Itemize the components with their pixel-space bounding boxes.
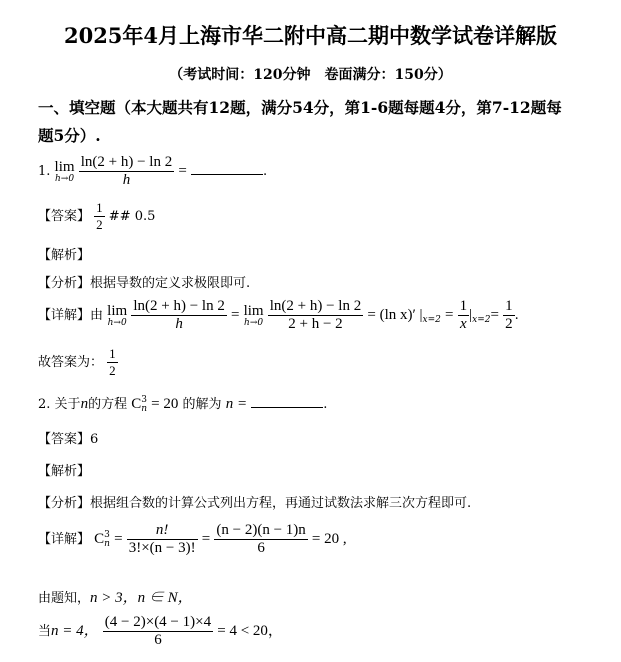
q2-answer: 【答案】6 (38, 432, 99, 447)
q1-fenxi: 【分析】根据导数的定义求极限即可. (38, 276, 251, 291)
answer-tag: 【答案】 (38, 209, 91, 224)
answer-fraction: $\frac{1}{2}$ (96, 200, 103, 232)
section-header-line2: 题5分）. (38, 126, 101, 145)
q1-analysis-tag: 【解析】 (38, 248, 91, 263)
q2-analysis-tag: 【解析】 (38, 464, 91, 479)
q1-answer: 【答案】 $\frac{1}{2}$ ## 0.5 (38, 200, 156, 232)
question-2: 2. 关于n的方程 C 3 n = 20 的解为 n = . (38, 393, 327, 413)
answer-blank (251, 393, 323, 408)
q2-case: 当n = 4， $\frac{(4 - 2)\times(4 - 1)\times 4}{6}$ = 4 < 20， (38, 614, 283, 648)
question-number: 1. (38, 164, 51, 179)
limit-operator: lim h→0 (54, 158, 75, 184)
q1-conclusion: 故答案为： $\frac{1}{2}$ (38, 346, 116, 378)
answer-blank (191, 160, 263, 175)
q2-condition: 由题知，n > 3，n ∈ N， (38, 590, 193, 606)
document-subtitle: （考试时间：120分钟 卷面满分：150分） (169, 67, 452, 83)
section-header-line1: 一、填空题（本大题共有12题，满分54分，第1-6题每题4分，第7-12题每 (38, 98, 562, 117)
q1-xiangjie: 【详解】由 lim h→0 $\frac{\ln(2 + h) - \ln 2}{h}$ = lim h→0 $\frac{\ln(2 + h) - \ln 2}{2 + h - 2}$ = (ln x)′ $|_{x=2}$ = $\frac{1}{x}$ $|_{x=2}=$ $\frac{1}{2}$ . (38, 298, 519, 332)
q2-fenxi: 【分析】根据组合数的计算公式列出方程，再通过试数法求解三次方程即可. (38, 496, 472, 511)
limit-fraction: $\frac{\ln(2 + h) - \ln 2}{h}$ (80, 154, 173, 188)
document-title: 2025年4月上海市华二附中高二期中数学试卷详解版 (63, 23, 558, 48)
question-1: 1. lim h→0 $\frac{\ln(2 + h) - \ln 2}{h}$ = . (38, 154, 268, 188)
q2-xiangjie: 【详解】 C 3 n = $\frac{n!}{3!\times(n - 3)!}$ = $\frac{(n - 2)(n - 1)n}{6}$ = 20 , (38, 522, 347, 556)
